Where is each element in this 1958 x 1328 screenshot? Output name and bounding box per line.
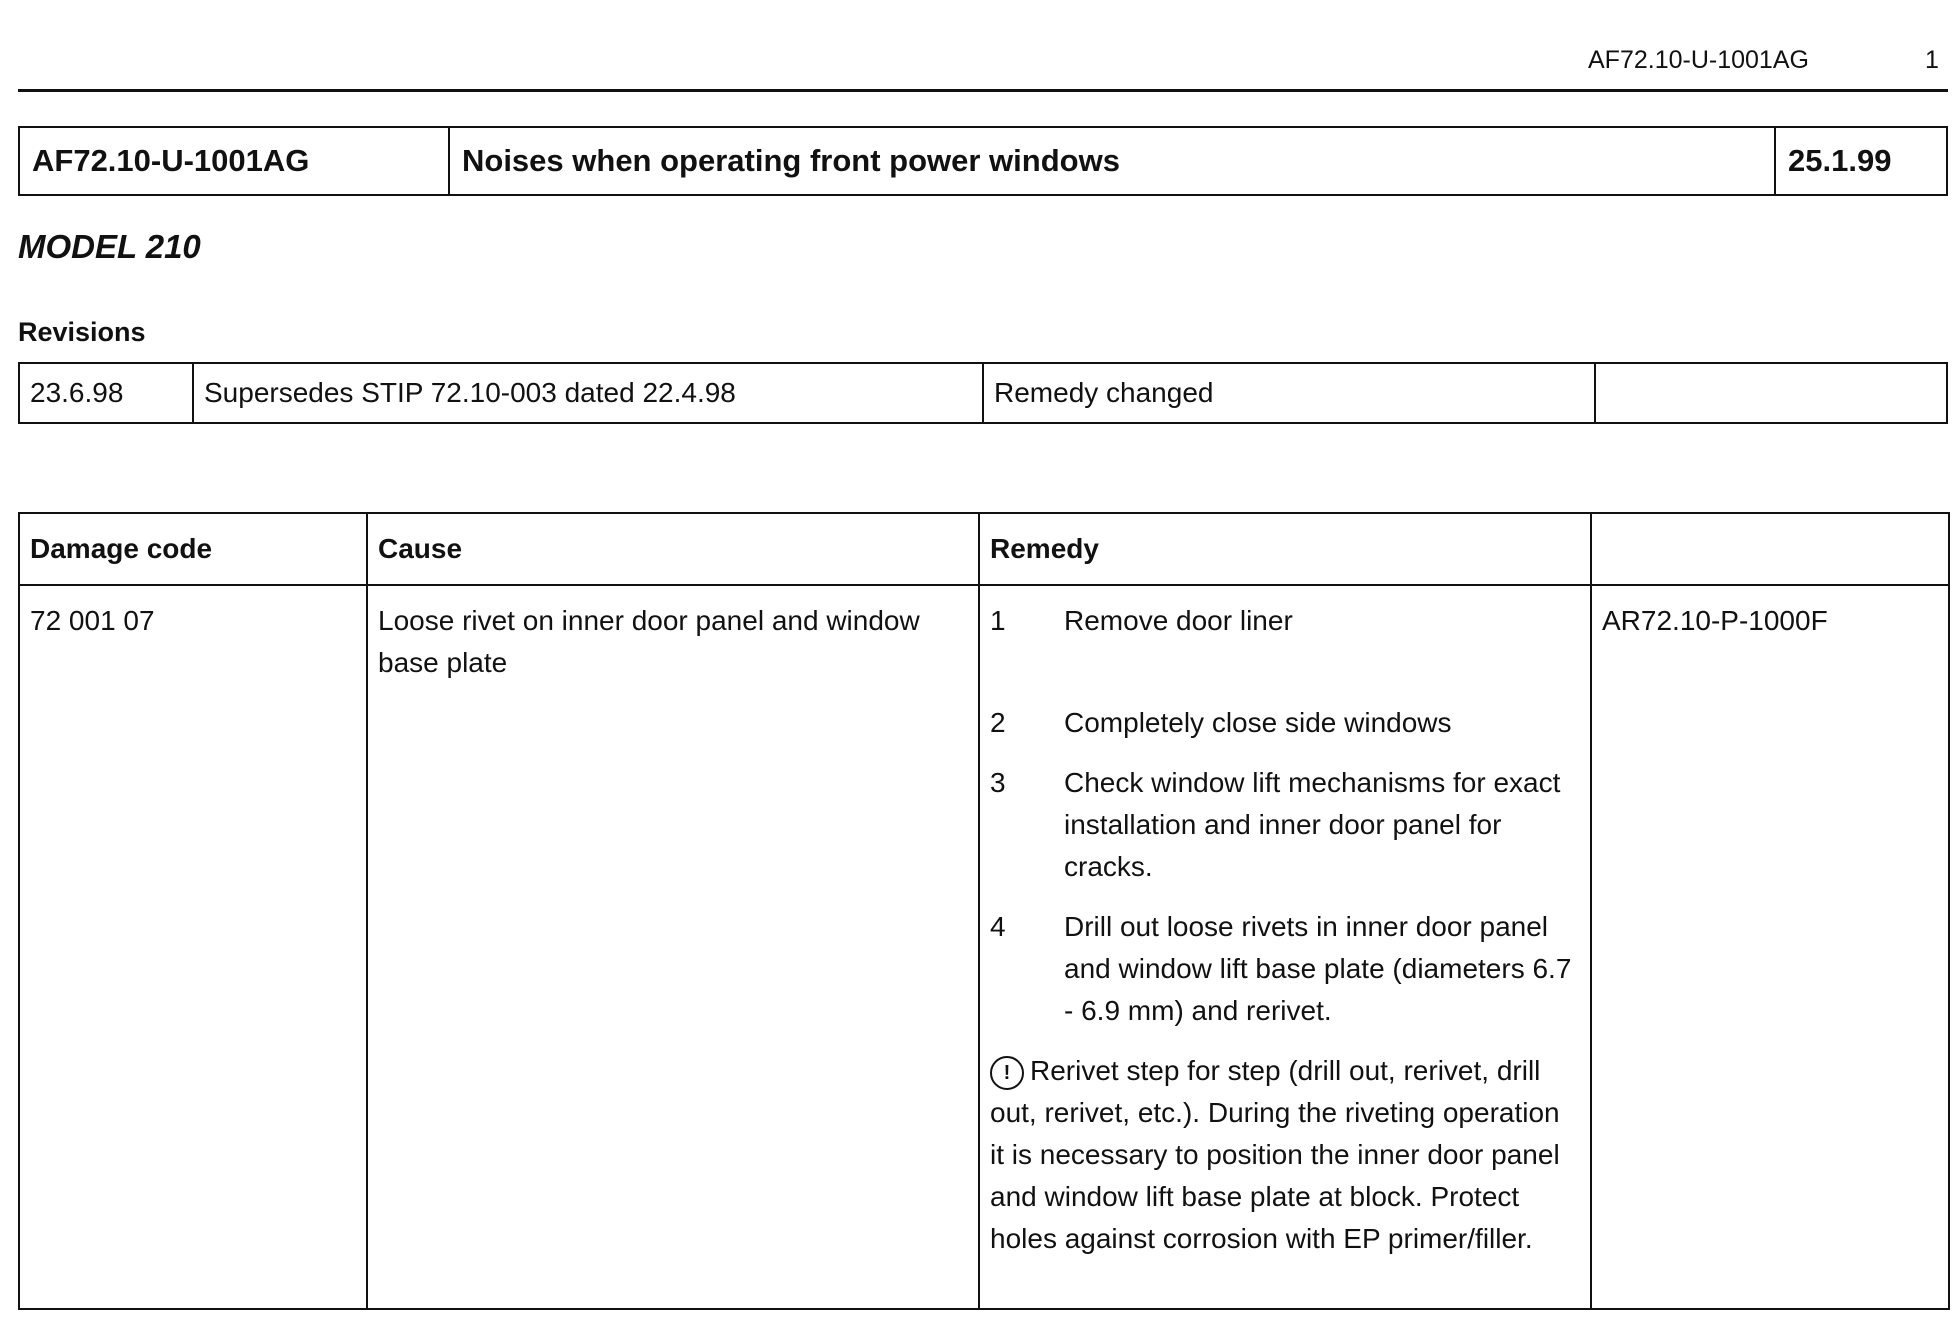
- cause-cell: Loose rivet on inner door panel and window base plate: [367, 585, 979, 1309]
- remedy-note: [990, 1050, 1580, 1260]
- header-page-number: 1: [1925, 46, 1939, 74]
- header-rule: [18, 89, 1948, 92]
- remedy-step: [990, 600, 1580, 642]
- damage-code-cell: 72 001 07: [19, 585, 367, 1309]
- remedy-step: [990, 762, 1580, 888]
- revision-description: Supersedes STIP 72.10-003 dated 22.4.98: [193, 363, 983, 423]
- step-number: 4: [990, 911, 1006, 942]
- model-heading: MODEL 210: [18, 228, 201, 265]
- step-text: Check window lift mechanisms for exact installation and inner door panel for cracks.: [1064, 767, 1561, 882]
- title-date: 25.1.99: [1775, 127, 1947, 195]
- revisions-label: Revisions: [18, 317, 146, 347]
- header-reference: [1591, 513, 1949, 585]
- header-remedy: Remedy: [979, 513, 1591, 585]
- revision-date: 23.6.98: [19, 363, 193, 423]
- revision-row: [19, 363, 1947, 423]
- note-text: Rerivet step for step (drill out, rerivet, drill out, rerivet, etc.). During the riveting operation it is necessary to position the inner door panel and window lift base plate at block. Protect holes against corrosion with EP primer/filler.: [990, 1055, 1560, 1254]
- title-bar: [18, 126, 1948, 196]
- step-number: 1: [990, 605, 1006, 636]
- revision-change: Remedy changed: [983, 363, 1595, 423]
- title-text: Noises when operating front power windows: [449, 127, 1775, 195]
- table-row: [19, 585, 1949, 1309]
- header-doc-code: AF72.10-U-1001AG: [1588, 46, 1809, 74]
- step-text: Completely close side windows: [1064, 707, 1452, 738]
- revision-extra: [1595, 363, 1947, 423]
- damage-table: [18, 512, 1950, 1310]
- page-header: [0, 40, 1958, 80]
- step-number: 3: [990, 767, 1006, 798]
- remedy-step: [990, 906, 1580, 1032]
- damage-table-header: [19, 513, 1949, 585]
- title-code: AF72.10-U-1001AG: [19, 127, 449, 195]
- remedy-step: [990, 702, 1580, 744]
- step-text: Remove door liner: [1064, 605, 1293, 636]
- note-icon: !: [990, 1056, 1024, 1090]
- remedy-cell: [979, 585, 1591, 1309]
- revisions-table: [18, 362, 1948, 424]
- header-cause: Cause: [367, 513, 979, 585]
- header-damage-code: Damage code: [19, 513, 367, 585]
- reference-cell: AR72.10-P-1000F: [1591, 585, 1949, 1309]
- step-number: 2: [990, 707, 1006, 738]
- step-text: Drill out loose rivets in inner door panel and window lift base plate (diameters 6.7 - 6.9 mm) and rerivet.: [1064, 911, 1572, 1026]
